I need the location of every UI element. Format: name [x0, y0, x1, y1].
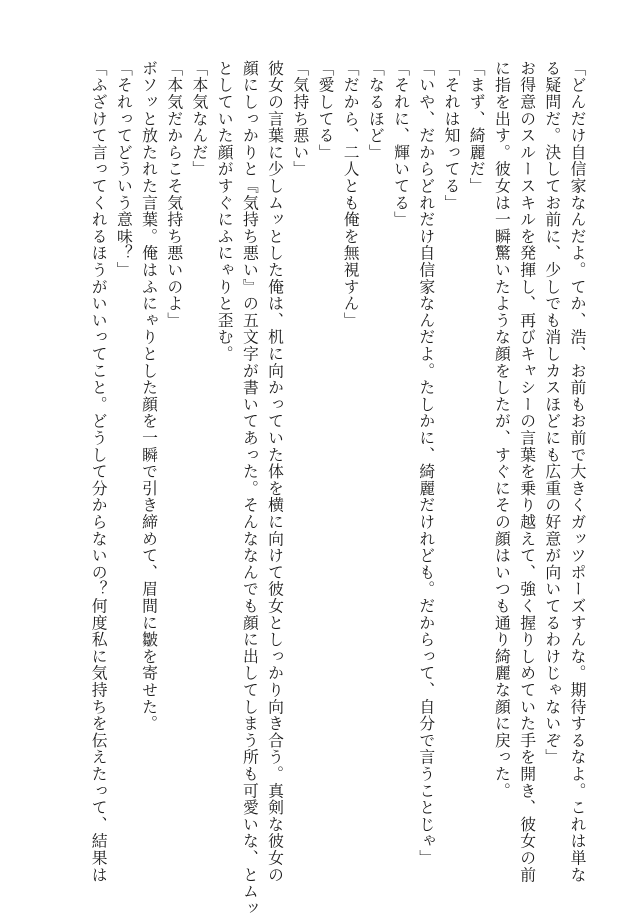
- text-line: 「愛してる」: [315, 60, 335, 161]
- text-line: 「それってどういう意味？」: [114, 60, 134, 279]
- text-line: 「本気だからこそ気持ち悪いのよ」: [164, 60, 184, 329]
- text-line: 彼女の言葉に少しムッとした俺は、机に向かっていた体を横に向けて彼女としっかり向き合う。真剣な彼女の: [265, 60, 285, 884]
- text-line: 「なるほど」: [366, 60, 386, 161]
- text-line: に指を出す。彼女は一瞬驚いたような顔をしたが、すぐにその顔はいつも通り綺麗な顔に戻った。: [492, 60, 512, 800]
- text-line: る疑問だ。決してお前に、少しでも消しカスほどにも広重の好意が向いてるわけじゃないぞ」: [542, 60, 562, 766]
- text-line: 「だから、二人とも俺を無視すん」: [341, 60, 361, 329]
- text-line: 「ふざけて言ってくれるほうがいいってこと。どうして分からないの？何度私に気持ちを伝えたって、結果は: [89, 60, 109, 884]
- text-line: 「どんだけ自信家なんだよ。てか、浩、お前もお前で大きくガッツポーズすんな。期待するなよ。これは単な: [568, 60, 587, 884]
- text-line: 「それに、輝いてる」: [391, 60, 411, 228]
- text-line: 「それは知ってる」: [441, 60, 461, 212]
- text-line: 「まず、綺麗だ」: [467, 60, 487, 195]
- text-line: 「気持ち悪い」: [290, 60, 310, 178]
- text-line: 顔にしっかりと『気持ち悪い』の五文字が書いてあった。そんななんでも顔に出してしまう所も可愛いな、とムッ: [240, 60, 260, 917]
- text-line: としていた顔がすぐにふにゃりと歪む。: [215, 60, 235, 363]
- text-line: ボソッと放たれた言葉。俺はふにゃりとした顔を一瞬で引き締めて、眉間に皺を寄せた。: [139, 60, 159, 732]
- text-line: 「本気なんだ」: [189, 60, 209, 178]
- text-line: お得意のスルースキルを発揮し、再びキャシーの言葉を乗り越えて、強く握りしめていた手を開き、彼女の前: [517, 60, 537, 884]
- text-line: 「いや、だからどれだけ自信家なんだよ。たしかに、綺麗だけれども。だからって、自分で言うことじゃ」: [416, 60, 436, 867]
- vertical-text-body: [86, 60, 590, 917]
